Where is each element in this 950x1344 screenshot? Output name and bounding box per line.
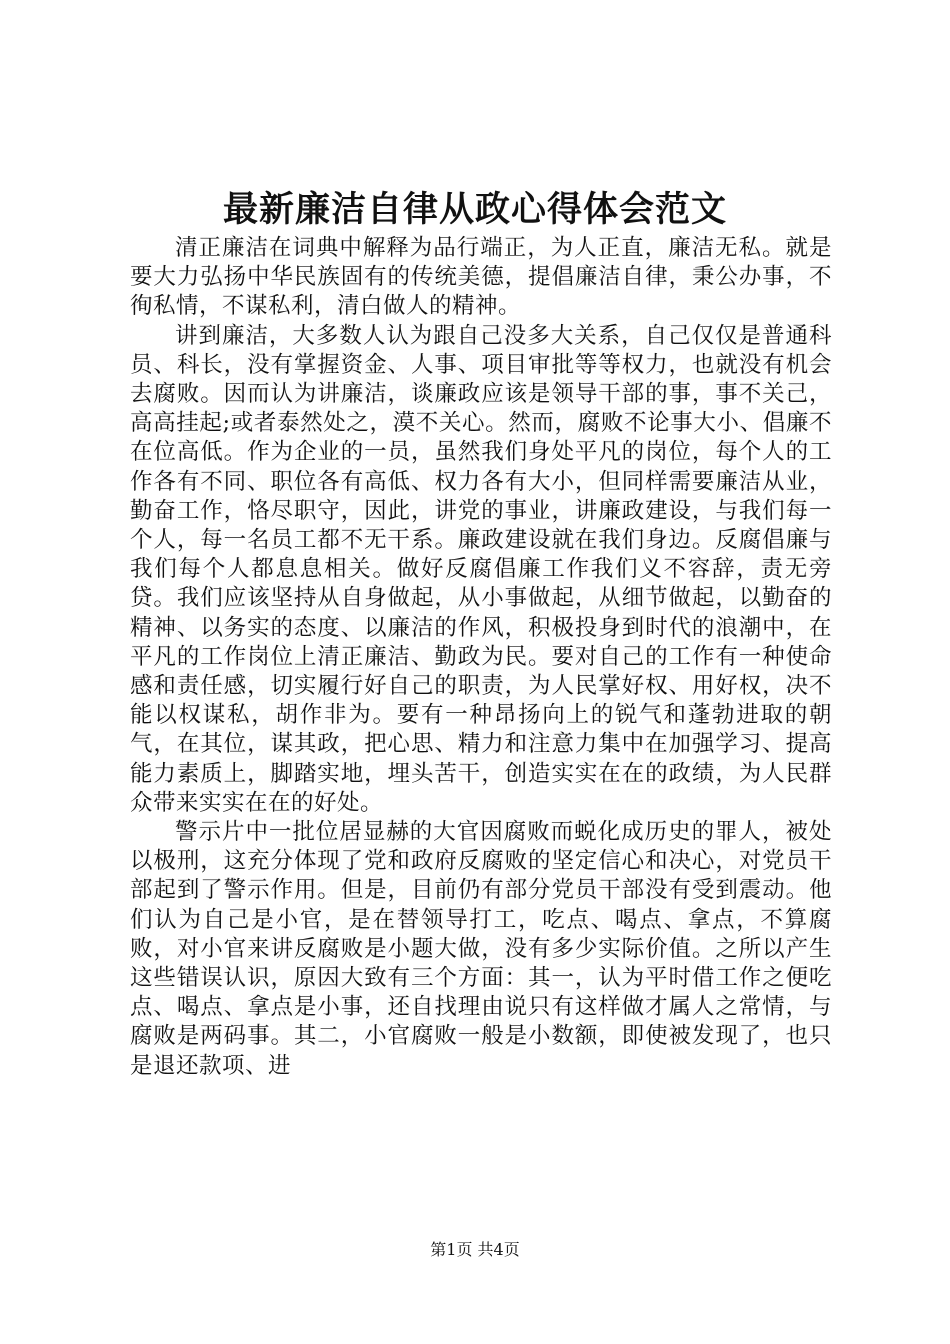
paragraph: 清正廉洁在词典中解释为品行端正，为人正直，廉洁无私。就是要大力弘扬中华民族固有的传统美德，提倡廉洁自律，秉公办事，不徇私情，不谋私利，清白做人的精神。 (130, 235, 832, 320)
paragraph: 警示片中一批位居显赫的大官因腐败而蜕化成历史的罪人，被处以极刑，这充分体现了党和政府反腐败的坚定信心和决心，对党员干部起到了警示作用。但是，目前仍有部分党员干部没有受到震动。他们认为自己是小官，是在替领导打工，吃点、喝点、拿点，不算腐败，对小官来讲反腐败是小题大做，没有多少实际价值。之所以产生这些错误认识，原因大致有三个方面：其一，认为平时借工作之便吃点、喝点、拿点是小事，还自找理由说只有这样做才属人之常情，与腐败是两码事。其二，小官腐败一般是小数额，即使被发现了，也只是退还款项、进 (130, 819, 832, 1079)
page-footer: 第1页 共4页 (430, 1240, 520, 1259)
document-body (130, 234, 832, 1081)
paragraph: 讲到廉洁，大多数人认为跟自己没多大关系，自己仅仅是普通科员、科长，没有掌握资金、人事、项目审批等等权力，也就没有机会去腐败。因而认为讲廉洁，谈廉政应该是领导干部的事，事不关己，高高挂起;或者泰然处之，漠不关心。然而，腐败不论事大小、倡廉不在位高低。作为企业的一员，虽然我们身处平凡的岗位，每个人的工作各有不同、职位各有高低、权力各有大小，但同样需要廉洁从业，勤奋工作，恪尽职守，因此，讲党的事业，讲廉政建设，与我们每一个人，每一名员工都不无干系。廉政建设就在我们身边。反腐倡廉与我们每个人都息息相关。做好反腐倡廉工作我们义不容辞，责无旁贷。我们应该坚持从自身做起，从小事做起，从细节做起，以勤奋的精神、以务实的态度、以廉洁的作风，积极投身到时代的浪潮中，在平凡的工作岗位上清正廉洁、勤政为民。要对自己的工作有一种使命感和责任感，切实履行好自己的职责，为人民掌好权、用好权，决不能以权谋私，胡作非为。要有一种昂扬向上的锐气和蓬勃进取的朝气，在其位，谋其政，把心思、精力和注意力集中在加强学习、提高能力素质上，脚踏实地，埋头苦干，创造实实在在的政绩，为人民群众带来实实在在的好处。 (130, 322, 832, 816)
document-title: 最新廉洁自律从政心得体会范文 (222, 189, 727, 230)
